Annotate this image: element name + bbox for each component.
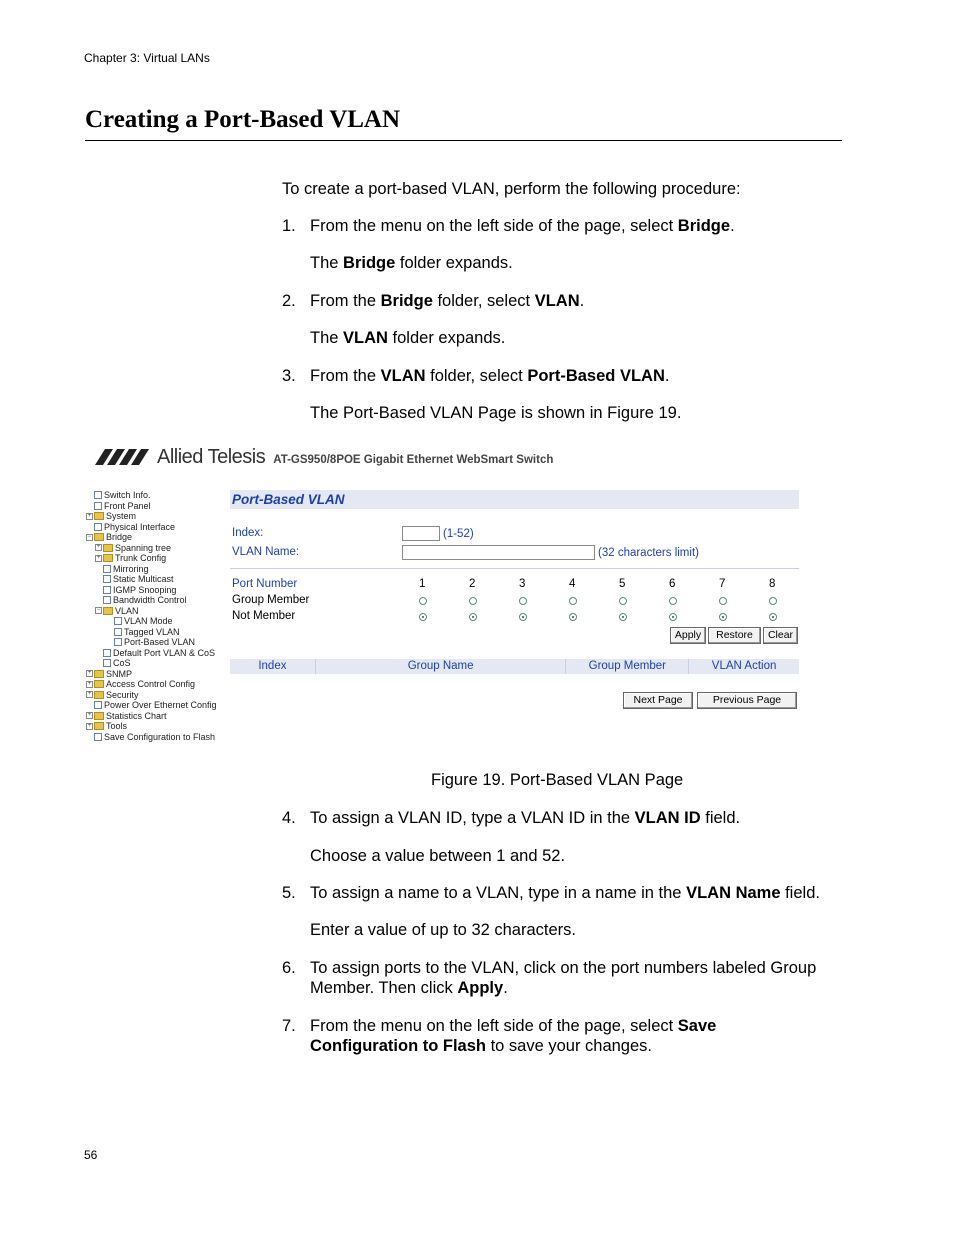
vlan-name-input[interactable] [402,545,595,560]
step-text: . [503,979,508,997]
tree-item-snmp[interactable] [86,669,217,680]
step-text: to save your changes. [485,1037,652,1055]
brand-name: Allied Telesis [157,445,266,468]
tree-item-access-control[interactable] [86,679,217,690]
folder-icon [94,533,104,541]
tree-item-poe-config[interactable] [86,700,217,711]
vlan-name-hint: (32 characters limit) [598,547,699,559]
index-label: Index: [232,527,264,539]
expand-icon: + [87,680,92,687]
not-member-radio[interactable] [519,613,527,621]
column-vlan-action: VLAN Action [711,660,777,672]
restore-button[interactable]: Restore [708,627,761,644]
collapse-icon: − [96,607,101,614]
step-3-note: The Port-Based VLAN Page is shown in Figure 19. [310,404,682,422]
tree-label: System [106,511,137,522]
tree-item-tools[interactable] [86,721,217,732]
step-4-note: Choose a value between 1 and 52. [310,847,566,865]
tree-label: Physical Interface [104,521,176,532]
apply-button[interactable]: Apply [670,627,706,644]
step-2-note [310,328,505,348]
tree-item-port-based-vlan[interactable] [86,637,217,648]
expand-icon: + [87,722,92,729]
vlan-table-header [230,659,799,674]
tree-item-static-multicast[interactable] [86,574,217,585]
step-5-note: Enter a value of up to 32 characters. [310,921,576,939]
step-number: 6. [282,959,296,977]
tree-item-tagged-vlan[interactable] [86,627,217,638]
not-member-radio[interactable] [619,613,627,621]
tree-label: Mirroring [113,563,149,574]
port-based-vlan-panel [230,490,799,509]
step-text: folder, select [432,292,535,310]
step-text-line2 [310,978,816,998]
tree-item-save-config[interactable] [86,732,217,743]
step-number: 1. [282,217,296,235]
page-icon [94,502,102,510]
port-number: 8 [769,578,776,590]
note-text: folder expands. [387,329,506,347]
step-text: From the [310,367,381,385]
tree-item-system[interactable] [86,511,217,522]
tree-label: Switch Info. [104,490,151,501]
page-icon [114,638,122,646]
column-index: Index [230,659,316,674]
clear-button[interactable]: Clear [763,627,798,644]
step-number: 4. [282,809,296,827]
page-icon [103,575,111,583]
tree-label: CoS [113,658,131,669]
tree-label: Save Configuration to Flash [104,731,216,742]
step-bold: VLAN ID [634,809,701,827]
tree-item-bridge[interactable] [86,532,217,543]
step-text: field. [780,884,820,902]
group-member-radio[interactable] [469,597,477,605]
step-1-text [310,216,735,236]
step-6-text [310,958,816,998]
step-7 [282,1016,296,1036]
next-page-button[interactable]: Next Page [623,692,693,709]
tree-label: VLAN Mode [124,616,173,627]
tree-label: Security [106,689,139,700]
tree-label: SNMP [106,668,133,679]
step-text: From the menu on the left side of the page, select [310,1017,678,1035]
tree-label: Port-Based VLAN [124,637,196,648]
vlan-name-label: VLAN Name: [232,546,300,558]
page-icon [103,596,111,604]
tree-label: Static Multicast [113,574,174,585]
group-member-radio[interactable] [719,597,727,605]
expand-icon: + [87,712,92,719]
page-icon [94,701,102,709]
not-member-radio[interactable] [469,613,477,621]
step-2-text [310,291,584,311]
step-4 [282,808,296,828]
step-bold: Bridge [677,217,731,235]
expand-icon: + [87,691,92,698]
tree-label: Access Control Config [106,679,196,690]
step-text: From the [310,292,381,310]
not-member-radio[interactable] [769,613,777,621]
step-7-text [310,1016,716,1056]
group-member-radio[interactable] [769,597,777,605]
folder-icon [103,554,113,562]
step-text: . [730,217,735,235]
expand-icon: + [96,544,101,551]
tree-item-cos[interactable] [86,658,217,669]
tree-item-switch-info[interactable] [86,490,217,501]
step-number: 2. [282,292,296,310]
tree-label: Tagged VLAN [124,626,180,637]
step-text: field. [700,809,741,827]
product-name: AT-GS950/8POE Gigabit Ethernet WebSmart Switch [273,453,554,466]
tree-label: VLAN [115,605,139,616]
page-title: Creating a Port-Based VLAN [85,106,401,133]
group-member-radio[interactable] [569,597,577,605]
tree-label: Trunk Config [115,553,167,564]
page-icon [94,523,102,531]
tree-label: IGMP Snooping [113,584,177,595]
note-bold: Bridge [343,254,396,272]
step-6 [282,958,296,978]
folder-icon [94,691,104,699]
tree-item-bandwidth-control[interactable] [86,595,217,606]
index-input[interactable] [402,526,440,541]
folder-icon [94,712,104,720]
panel-title: Port-Based VLAN [230,490,799,509]
step-3 [282,366,296,386]
tree-item-front-panel[interactable] [86,501,217,512]
note-text: folder expands. [395,254,513,272]
step-3-text [310,366,669,386]
folder-icon [94,670,104,678]
tree-label: Front Panel [104,500,151,511]
expand-icon: + [96,554,101,561]
port-number: 2 [469,578,476,590]
expand-icon: + [87,512,92,519]
group-member-radio[interactable] [419,597,427,605]
tree-label: Tools [106,721,128,732]
step-text: Member. Then click [310,979,458,997]
step-1-note [310,253,513,273]
tree-item-default-port-vlan[interactable] [86,648,217,659]
step-bold: Apply [457,979,504,997]
tree-item-security[interactable] [86,690,217,701]
tree-item-spanning-tree[interactable] [86,543,217,554]
tree-item-physical-interface[interactable] [86,522,217,533]
port-number: 5 [619,578,626,590]
folder-icon [103,544,113,552]
group-member-label: Group Member [232,594,310,606]
not-member-radio[interactable] [419,613,427,621]
group-member-radio[interactable] [669,597,677,605]
index-hint: (1-52) [443,528,474,540]
step-text-line2 [310,1036,716,1056]
step-text: . [664,367,670,385]
allied-telesis-logo-icon [95,448,151,466]
intro-text: To create a port-based VLAN, perform the following procedure: [282,180,741,198]
folder-icon [94,680,104,688]
not-member-radio[interactable] [569,613,577,621]
page-icon [103,659,111,667]
port-number: 6 [669,578,676,590]
group-member-radio[interactable] [519,597,527,605]
step-number: 5. [282,884,296,902]
note-bold: VLAN [343,329,388,347]
port-number: 7 [719,578,726,590]
tree-item-vlan-mode[interactable] [86,616,217,627]
port-number: 3 [519,578,526,590]
step-text: To assign ports to the VLAN, click on the port numbers labeled Group [310,959,817,977]
title-divider [85,140,842,141]
brand-bar [95,446,553,468]
figure-caption: Figure 19. Port-Based VLAN Page [431,771,684,789]
port-number: 1 [419,578,426,590]
column-group-name: Group Name [316,659,567,674]
column-group-member: Group Member [566,659,689,674]
step-bold: Save [677,1017,717,1035]
port-number: 4 [569,578,576,590]
tree-label: Statistics Chart [106,710,167,721]
tree-item-trunk-config[interactable] [86,553,217,564]
tree-item-statistics-chart[interactable] [86,711,217,722]
step-bold: VLAN [534,292,580,310]
tree-label: Bandwidth Control [113,595,187,606]
page-icon [94,733,102,741]
page-icon [94,491,102,499]
step-bold: VLAN Name [686,884,781,902]
note-text: The [310,329,344,347]
folder-icon [94,722,104,730]
tree-item-igmp-snooping[interactable] [86,585,217,596]
folder-icon [103,607,113,615]
note-text: The [310,254,344,272]
group-member-radio[interactable] [619,597,627,605]
step-text: To assign a VLAN ID, type a VLAN ID in the [310,809,635,827]
nav-tree [86,490,217,742]
step-text: folder, select [425,367,528,385]
step-4-text [310,808,740,828]
page-icon [114,617,122,625]
panel-divider [230,568,799,569]
previous-page-button[interactable]: Previous Page [697,692,797,709]
step-bold: Configuration to Flash [310,1037,486,1055]
tree-label: Bridge [106,532,133,543]
not-member-radio[interactable] [719,613,727,621]
collapse-icon: − [87,533,92,540]
step-bold: Port-Based VLAN [527,367,665,385]
step-bold: VLAN [380,367,426,385]
folder-icon [94,512,104,520]
tree-label: Power Over Ethernet Config [104,700,217,711]
not-member-label: Not Member [232,610,296,622]
step-number: 7. [282,1017,296,1035]
tree-item-mirroring[interactable] [86,564,217,575]
tree-label: Spanning tree [115,542,172,553]
port-number-label: Port Number [232,578,298,590]
expand-icon: + [87,670,92,677]
step-bold: Bridge [380,292,433,310]
chapter-header: Chapter 3: Virtual LANs [84,51,210,65]
page-icon [103,565,111,573]
step-text: From the menu on the left side of the page, select [310,217,678,235]
step-text: . [579,292,585,310]
page-icon [103,649,111,657]
step-5 [282,883,296,903]
step-number: 3. [282,367,296,385]
step-text: To assign a name to a VLAN, type in a name in the [310,884,687,902]
page-icon [114,628,122,636]
page-number: 56 [84,1148,98,1162]
not-member-radio[interactable] [669,613,677,621]
page-icon [103,586,111,594]
step-text-line1 [310,1016,716,1036]
step-2 [282,291,296,311]
tree-item-vlan[interactable] [86,606,217,617]
step-1 [282,216,296,236]
step-5-text [310,883,820,903]
tree-label: Default Port VLAN & CoS [113,647,216,658]
